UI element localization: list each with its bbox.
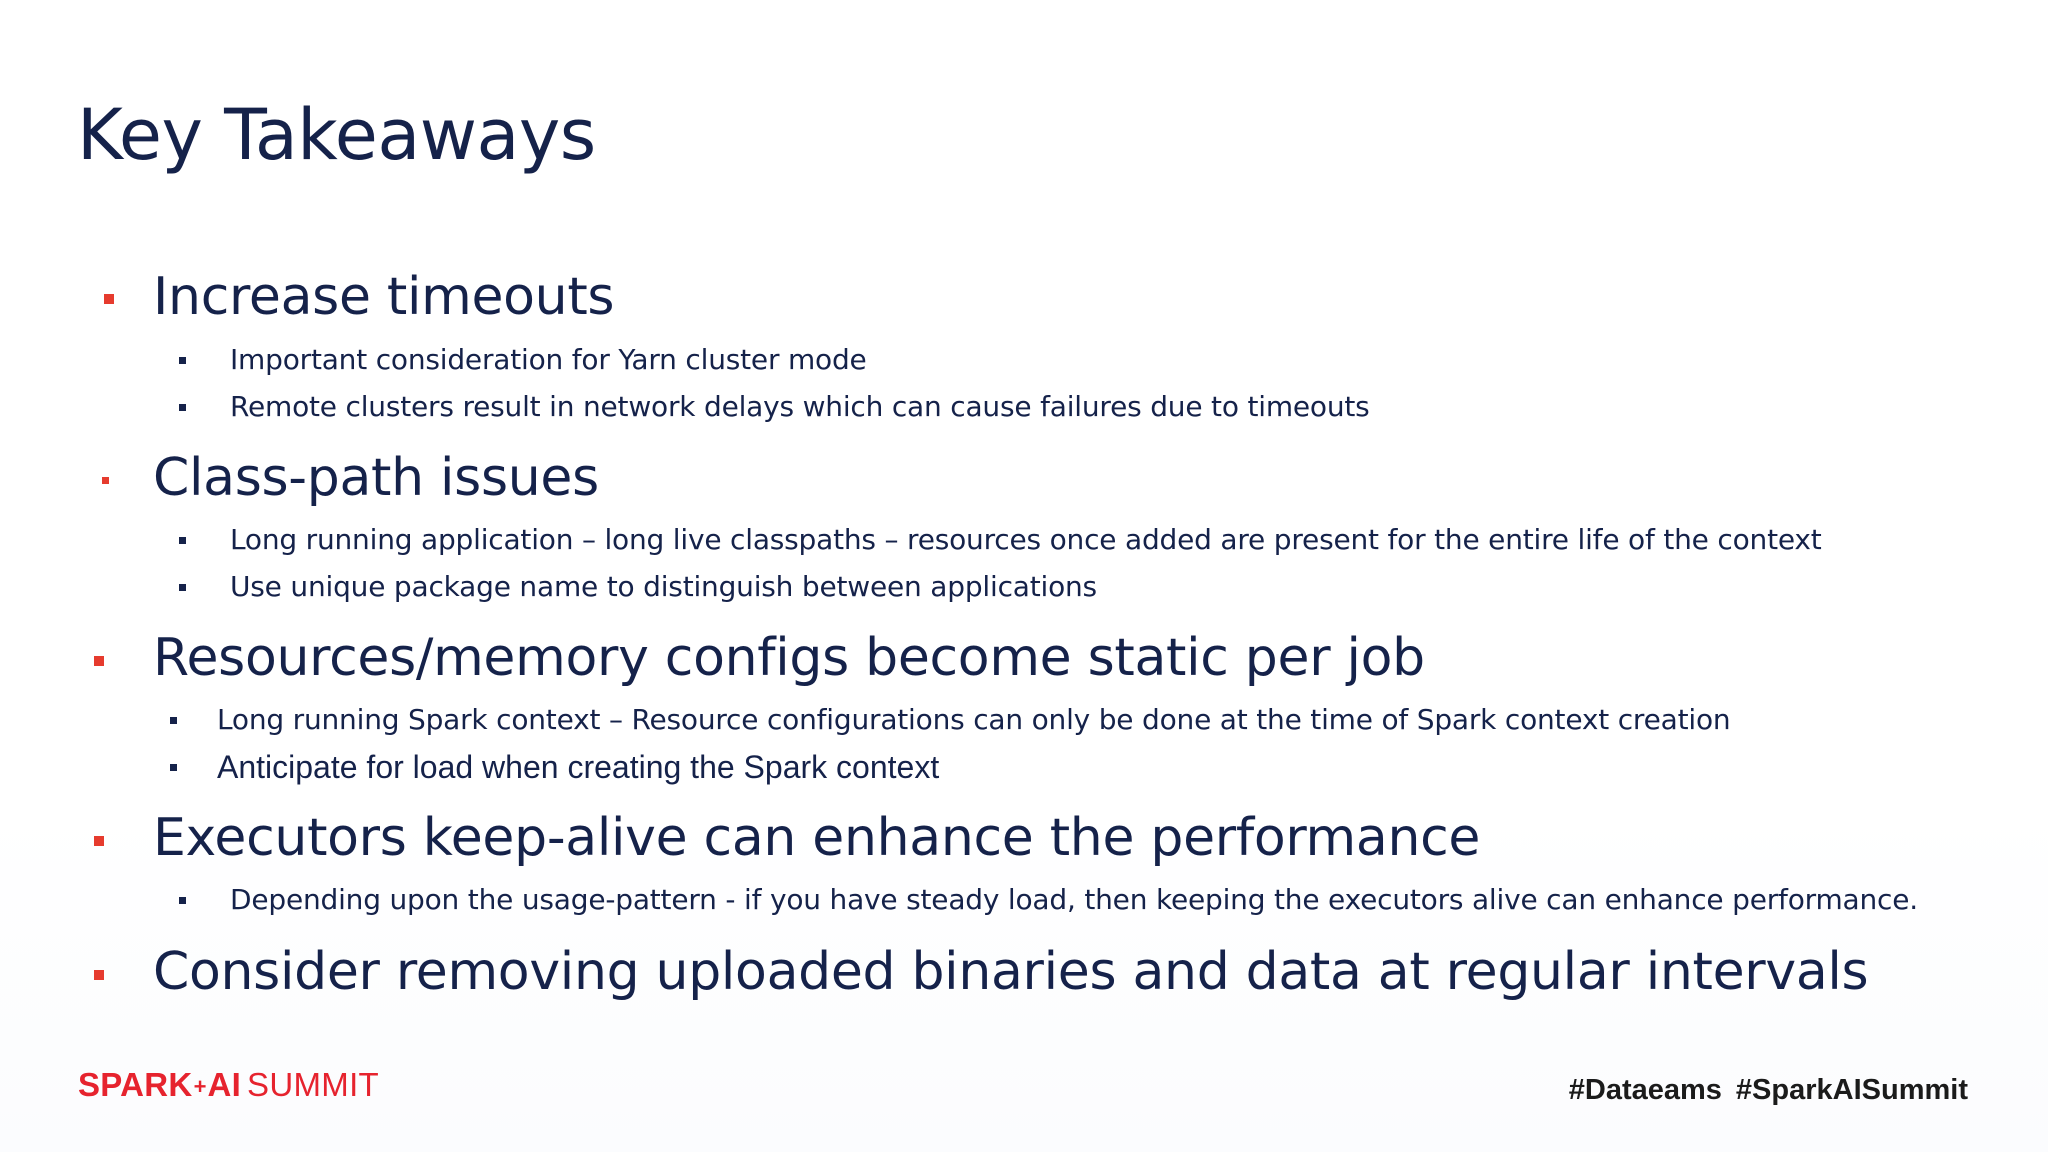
section-point-text: Anticipate for load when creating the Spark context	[217, 749, 940, 785]
hashtag-dataeams: #Dataeams	[1568, 1074, 1722, 1106]
section-point-text: Important consideration for Yarn cluster mode	[230, 343, 867, 376]
square-bullet-icon	[179, 897, 186, 904]
section-heading-text: Consider removing uploaded binaries and data at regular intervals	[153, 942, 1869, 1002]
square-bullet-icon	[179, 357, 186, 364]
square-bullet-icon	[179, 584, 186, 591]
square-bullet-icon	[170, 717, 177, 724]
section-point-text: Long running application – long live classpaths – resources once added are present for the entire life of the context	[230, 523, 1822, 556]
section-heading-text: Resources/memory configs become static per job	[153, 628, 1425, 688]
logo-ai-text: AI	[207, 1066, 242, 1103]
section-point-text: Remote clusters result in network delays which can cause failures due to timeouts	[230, 390, 1370, 423]
spark-ai-summit-logo	[78, 1064, 379, 1106]
red-square-bullet-icon	[104, 294, 114, 304]
section-point-text: Depending upon the usage-pattern - if you have steady load, then keeping the executors alive can enhance performance.	[230, 883, 1918, 916]
footer-hashtags	[1569, 1070, 1968, 1110]
section-heading-text: Class-path issues	[153, 448, 599, 508]
logo-spark-text: SPARK	[78, 1066, 193, 1103]
section-heading-text: Increase timeouts	[153, 267, 615, 327]
red-square-bullet-icon	[94, 836, 104, 846]
section-point-text: Long running Spark context – Resource configurations can only be done at the time of Spark context creation	[217, 703, 1731, 736]
logo-summit-text: SUMMIT	[247, 1066, 379, 1103]
logo-plus-icon: +	[193, 1074, 207, 1099]
red-square-bullet-icon	[94, 656, 104, 666]
hashtag-sparkaisummit: #SparkAISummit	[1735, 1074, 1968, 1106]
square-bullet-icon	[179, 537, 186, 544]
slide-title: Key Takeaways	[77, 94, 596, 176]
section-heading-text: Executors keep-alive can enhance the performance	[153, 808, 1481, 868]
red-square-bullet-icon	[102, 477, 109, 484]
square-bullet-icon	[179, 404, 186, 411]
red-square-bullet-icon	[94, 970, 104, 980]
square-bullet-icon	[170, 764, 177, 771]
section-point-text: Use unique package name to distinguish between applications	[230, 570, 1097, 603]
